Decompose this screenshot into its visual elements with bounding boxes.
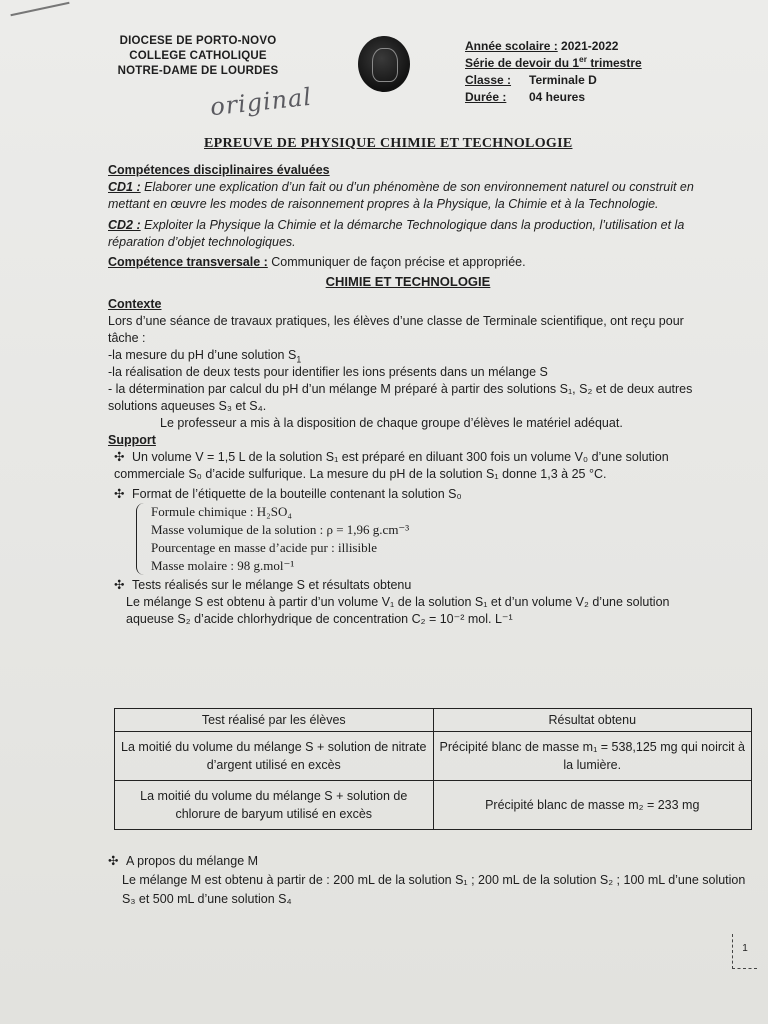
contexte-task-3: - la détermination par calcul du pH d’un mélange M préparé à partir des solutions S₁, S₂ et de deux autres solutions aqueuses S₃ et S₄. <box>108 382 693 413</box>
cd2: CD2 : Exploiter la Physique la Chimie et la démarche Technologique dans la production, l’utilisation et la réparation d’objet technologiques. <box>108 218 685 249</box>
support-heading: Support <box>108 433 156 447</box>
exam-content <box>108 162 708 628</box>
label-molar-mass: Masse molaire : 98 g.mol⁻¹ <box>151 558 295 573</box>
table-header-row <box>115 709 752 732</box>
classe-row <box>465 72 695 89</box>
support-item-1: ✣ Un volume V = 1,5 L de la solution S₁ est préparé en diluant 300 fois un volume V₀ d’une solution commerciale S₀ d’acide sulfurique. La mesure du pH de la solution S₁ donne 1,3 à 25 °C. <box>114 450 669 481</box>
annee-value: 2021-2022 <box>561 39 619 53</box>
contexte-task-1: -la mesure du pH d’une solution $S_1$ <box>108 348 302 365</box>
melange-m-text: Le mélange M est obtenu à partir de : 200 mL de la solution S₁ ; 200 mL de la solution S₂ ; 100 mL d’une solution S₃ et 500 mL d’une solution S₄ <box>122 873 746 906</box>
table-header: Résultat obtenu <box>433 709 752 732</box>
label-formula: Formule chimique : H₂SO₄ <box>151 504 292 519</box>
annee-row <box>465 38 695 55</box>
competence-transversale: Compétence transversale : Communiquer de façon précise et appropriée. <box>108 255 526 269</box>
label-percentage: Pourcentage en masse d’acide pur : illisible <box>151 540 377 555</box>
school-name-line: NOTRE-DAME DE LOURDES <box>117 65 279 77</box>
duree-label: Durée : <box>465 90 507 104</box>
pen-mark <box>10 2 69 16</box>
college-line: COLLEGE CATHOLIQUE <box>129 50 267 62</box>
exam-info <box>465 38 695 106</box>
cd1: CD1 : Elaborer une explication d’un fait ou d’un phénomène de son environnement naturel ou construit en mettant en œuvre les modes de raisonnement propres à la Physique, la Chimie et à la Technologie. <box>108 180 694 211</box>
bottle-label <box>136 503 708 575</box>
table-row <box>115 732 752 781</box>
melange-m-section <box>108 852 748 909</box>
melange-m-heading: ✣ A propos du mélange M <box>108 852 748 871</box>
tests-table <box>114 708 752 830</box>
table-cell: La moitié du volume du mélange S + solution de chlorure de baryum utilisé en excès <box>115 781 434 830</box>
label-density: Masse volumique de la solution : ρ = 1,96 g.cm⁻³ <box>151 522 410 537</box>
annee-label: Année scolaire : <box>465 39 558 53</box>
section-title: CHIMIE ET TECHNOLOGIE <box>325 274 491 289</box>
page-number: 1 <box>732 934 757 969</box>
table-cell: Précipité blanc de masse m₁ = 538,125 mg qui noircit à la lumière. <box>433 732 752 781</box>
school-header <box>98 34 298 79</box>
duree-row <box>465 89 695 106</box>
classe-value: Terminale D <box>529 73 597 87</box>
serie-row: Série de devoir du 1er trimestre <box>465 54 642 70</box>
table-row <box>115 781 752 830</box>
table-cell: La moitié du volume du mélange S + solution de nitrate d’argent utilisé en excès <box>115 732 434 781</box>
table-header: Test réalisé par les élèves <box>115 709 434 732</box>
contexte-task-2: -la réalisation de deux tests pour identifier les ions présents dans un mélange S <box>108 365 548 379</box>
handwritten-note: original <box>208 82 314 122</box>
competences-heading: Compétences disciplinaires évaluées <box>108 163 330 177</box>
contexte-heading: Contexte <box>108 297 162 311</box>
contexte-closing: Le professeur a mis à la disposition de chaque groupe d’élèves le matériel adéquat. <box>160 416 623 430</box>
support-item-3-text: Le mélange S est obtenu à partir d’un volume V₁ de la solution S₁ et d’un volume V₂ d’une solution aqueuse S₂ d’acide chlorhydrique de concentration C₂ = 10⁻² mol. L⁻¹ <box>126 595 670 626</box>
classe-label: Classe : <box>465 73 512 87</box>
bullet-icon: ✣ <box>114 450 125 464</box>
diocese-line: DIOCESE DE PORTO-NOVO <box>119 35 277 47</box>
support-item-2: ✣ Format de l’étiquette de la bouteille contenant la solution S₀ <box>114 487 462 501</box>
contexte-intro: Lors d’une séance de travaux pratiques, les élèves d’une classe de Terminale scientifique, ont reçu pour tâche : <box>108 314 684 345</box>
bullet-icon: ✣ <box>114 578 125 592</box>
page-title: EPREUVE DE PHYSIQUE CHIMIE ET TECHNOLOGIE <box>204 136 573 151</box>
bullet-icon: ✣ <box>114 487 125 501</box>
table-cell: Précipité blanc de masse m₂ = 233 mg <box>433 781 752 830</box>
duree-value: 04 heures <box>529 90 586 104</box>
brace-icon <box>136 503 147 575</box>
support-item-3: ✣ Tests réalisés sur le mélange S et résultats obtenu <box>114 578 412 592</box>
bullet-icon: ✣ <box>108 854 119 868</box>
school-seal-icon <box>358 36 410 92</box>
